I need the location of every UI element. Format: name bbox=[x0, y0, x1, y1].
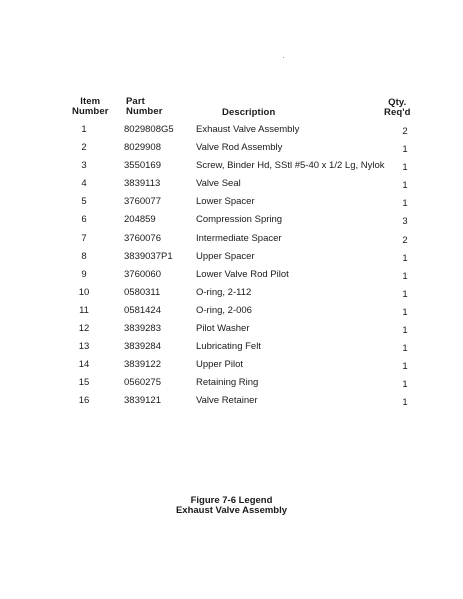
figure-caption bbox=[0, 496, 463, 516]
part-description: Valve Rod Assembly bbox=[196, 142, 283, 153]
qty-required: 1 bbox=[402, 162, 408, 173]
table-row bbox=[0, 159, 463, 173]
part-description: Intermediate Spacer bbox=[196, 233, 282, 244]
qty-required: 1 bbox=[402, 198, 408, 209]
header-item-line2: Number bbox=[72, 106, 109, 117]
part-number: 0560275 bbox=[124, 377, 161, 388]
qty-required: 1 bbox=[402, 307, 408, 318]
qty-required: 1 bbox=[402, 271, 408, 282]
qty-required: 2 bbox=[402, 235, 408, 246]
qty-required: 1 bbox=[402, 289, 408, 300]
qty-required: 1 bbox=[402, 253, 408, 264]
part-number: 3839113 bbox=[124, 178, 161, 189]
table-row bbox=[0, 322, 463, 336]
qty-required: 1 bbox=[402, 325, 408, 336]
table-row bbox=[0, 141, 463, 155]
part-number: 204859 bbox=[124, 214, 156, 225]
item-number: 9 bbox=[81, 269, 87, 280]
part-description: Valve Seal bbox=[196, 178, 241, 189]
table-row bbox=[0, 358, 463, 372]
part-description: Compression Spring bbox=[196, 214, 283, 225]
qty-required: 1 bbox=[402, 397, 408, 408]
part-description: Exhaust Valve Assembly bbox=[196, 124, 300, 135]
header-part-line1: Part bbox=[126, 96, 145, 107]
qty-required: 1 bbox=[402, 379, 408, 390]
part-number: 0580311 bbox=[124, 287, 161, 298]
header-part-line2: Number bbox=[126, 106, 163, 117]
item-number: 12 bbox=[78, 323, 90, 334]
item-number: 10 bbox=[78, 287, 90, 298]
table-row bbox=[0, 268, 463, 282]
part-description: Lower Valve Rod Pilot bbox=[196, 269, 289, 280]
part-number: 3839283 bbox=[124, 323, 161, 334]
part-number: 3839121 bbox=[124, 395, 161, 406]
table-row bbox=[0, 340, 463, 354]
part-number: 8029808G5 bbox=[124, 124, 174, 135]
part-description: Upper Pilot bbox=[196, 359, 243, 370]
table-row bbox=[0, 232, 463, 246]
part-number: 3839284 bbox=[124, 341, 161, 352]
table-row bbox=[0, 394, 463, 408]
item-number: 2 bbox=[81, 142, 87, 153]
part-number: 3550169 bbox=[124, 160, 161, 171]
table-row bbox=[0, 304, 463, 318]
part-description: Retaining Ring bbox=[196, 377, 259, 388]
part-description: O-ring, 2-112 bbox=[196, 287, 252, 298]
part-number: 8029908 bbox=[124, 142, 161, 153]
item-number: 8 bbox=[81, 251, 87, 262]
qty-required: 3 bbox=[402, 216, 408, 227]
table-row bbox=[0, 286, 463, 300]
table-row bbox=[0, 123, 463, 137]
item-number: 15 bbox=[78, 377, 90, 388]
item-number: 16 bbox=[78, 395, 90, 406]
table-row bbox=[0, 376, 463, 390]
table-row bbox=[0, 195, 463, 209]
item-number: 11 bbox=[79, 305, 89, 316]
table-row bbox=[0, 177, 463, 191]
item-number: 4 bbox=[81, 178, 87, 189]
header-qty-line1: Qty. bbox=[388, 97, 407, 108]
item-number: 6 bbox=[81, 214, 87, 225]
header-qty-line2: Req'd bbox=[384, 107, 411, 118]
part-description: Lubricating Felt bbox=[196, 341, 261, 352]
qty-required: 1 bbox=[402, 180, 408, 191]
part-description: Upper Spacer bbox=[196, 251, 255, 262]
item-number: 5 bbox=[81, 196, 87, 207]
qty-required: 1 bbox=[402, 343, 408, 354]
part-number: 3839122 bbox=[124, 359, 161, 370]
part-number: 0581424 bbox=[124, 305, 161, 316]
part-description: O-ring, 2-006 bbox=[196, 305, 252, 316]
header-description: Description bbox=[222, 107, 276, 118]
qty-required: 1 bbox=[402, 144, 408, 155]
part-description: Lower Spacer bbox=[196, 196, 255, 207]
part-number: 3760076 bbox=[124, 233, 161, 244]
part-description: Valve Retainer bbox=[196, 395, 258, 406]
qty-required: 1 bbox=[402, 361, 408, 372]
table-row bbox=[0, 213, 463, 227]
item-number: 13 bbox=[78, 341, 90, 352]
part-description: Screw, Binder Hd, SStl #5-40 x 1/2 Lg, Nylok bbox=[196, 160, 385, 171]
item-number: 3 bbox=[81, 160, 87, 171]
header-item-line1: Item bbox=[80, 96, 101, 107]
qty-required: 2 bbox=[402, 126, 408, 137]
table-row bbox=[0, 250, 463, 264]
part-number: 3839037P1 bbox=[124, 251, 173, 262]
item-number: 14 bbox=[78, 359, 90, 370]
item-number: 7 bbox=[81, 233, 87, 244]
item-number: 1 bbox=[81, 124, 87, 135]
caption-subtitle: Exhaust Valve Assembly bbox=[175, 505, 288, 516]
caption-title: Figure 7-6 Legend bbox=[190, 495, 273, 506]
part-number: 3760077 bbox=[124, 196, 161, 207]
part-description: Pilot Washer bbox=[196, 323, 250, 334]
part-number: 3760060 bbox=[124, 269, 161, 280]
